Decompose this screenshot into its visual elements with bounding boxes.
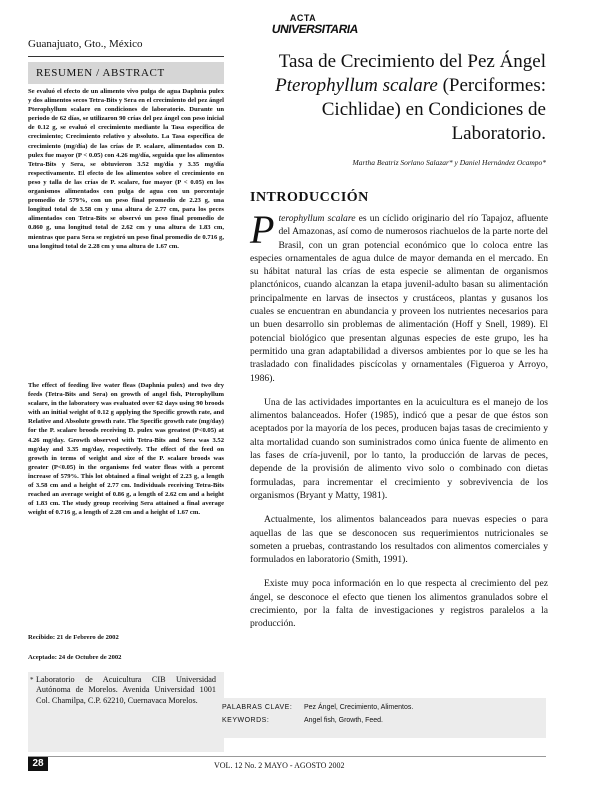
article-authors: Martha Beatriz Sorlano Salazar* y Daniel Hernández Ocampo* — [352, 158, 546, 167]
title-line-1: Tasa de Crecimiento del Pez Ángel — [278, 51, 546, 72]
keywords-es-label: PALABRAS CLAVE: — [222, 704, 293, 711]
intro-paragraph-3: Actualmente, los alimentos balanceados para nuevas especies o para aquellas de las que se desconocen sus requerimientos nutricionales se someten a pruebas, contrastando los resultados con alimentos comerciales y formulados en laboratorio (Smith, 1991). — [250, 514, 548, 566]
location-text: Guanajuato, Gto., México — [28, 38, 143, 50]
keywords-en-row — [222, 717, 538, 724]
affiliation-mark: * — [30, 676, 34, 684]
title-line-2: (Perciformes: — [437, 75, 546, 96]
keywords-es-row — [222, 704, 538, 711]
journal-logo — [270, 13, 360, 36]
section-label: RESUMEN / ABSTRACT — [28, 62, 224, 84]
keywords-es-value: Pez Ángel, Crecimiento, Alimentos. — [304, 704, 414, 711]
section-heading-introduction: INTRODUCCIÓN — [250, 190, 369, 205]
keywords-en-label: KEYWORDS: — [222, 717, 270, 724]
intro-paragraph-2: Una de las actividades importantes en la acuicultura es el manejo de los alimentos balanceados. Hofer (1985), indicó que a pesar de que éstos son aceptados por la mayoría de los peces, producen bajas tasas de crecimiento y alta mortalidad cuando son suministrados como única fuente de alimento en las fases de cría-juvenil, por lo tanto, la producción de larvas de peces, depende de la provisión de alimento vivo solo o combinado con dietas formuladas, para incrementar el crecimiento y sobrevivencia de los organismos (Bryant y Matty, 1981). — [250, 396, 548, 501]
logo-line-2: UNIVERSITARIA — [270, 22, 360, 36]
affiliation-text: Laboratorio de Acuicultura CIB Universidad Autónoma de Morelos. Avenida Universidad 1001 Col. Chamilpa, C.P. 62210, Cuernavaca Morelos. — [36, 675, 216, 705]
intro-paragraph-1-text: es un cíclido originario del río Tapajoz, afluente del Amazonas, así como de numerosos riachuelos de la parte norte del Brasil, con un gran potencial económico que lo coloca entre las especies ornamentales de agua dulce de mayor demanda en el mercado. En su hábitat natural las crías de esta especie se alimentan de organismos planctónicos, cuando alcanzan la etapa juvenil-adulto basan su alimentación principalmente en larvas de insectos y crustáceos, plantas y gusanos los cuales se encuentran en abundancia y proveen los nutrientes necesarios para un buen desarrollo sin problemas de alimentación (Hoff y Snell, 1989). El potencial biológico que presentan algunas especies de este grupo, les ha permitido una gran adaptabilidad a diversos ambientes por lo que se les ha trasladado con finalidades piscícolas y ornamentales (Figueroa y Arroyo, 1986). — [250, 213, 549, 384]
keywords-box — [214, 698, 546, 738]
introduction-body — [250, 207, 549, 642]
intro-species-name: terophyllum scalare — [278, 213, 356, 224]
intro-paragraph-1 — [250, 207, 549, 385]
header-rule — [28, 56, 224, 57]
abstract-spanish: Se evaluó el efecto de un alimento vivo pulga de agua Daphnia pulex y dos alimentos secos Tetra-Bits y Sera en el crecimiento del pez ángel Pterophyllum scalare en condiciones de laboratorio. Durante un periodo de 62 días, se utilizaron 90 crías del pez ángel con peso inicial de 0.12 g, se evaluó el crecimiento mediante la Tasa específica de crecimiento; Crecimiento relativo y absoluto. La Tasa específica de crecimiento (mg/día) de las crías de P. scalare, alimentados con D. pulex fue mayor (P < 0.05) con 4.26 mg/día, seguida que los alimentos Tetra-Bits y Sera, se obtuvieron 3.52 mg/día y 3.35 mg/día respectivamente. El efecto de los alimentos sobre el crecimiento en peso y talla de las crías de P. scalare, fue mayor (P < 0.05) en los organismos alimentados con pulga de agua con un porcentaje promedio de 579%, con un peso final promedio de 2.23 g, una longitud total de 3.58 cm y una altura de 2.77 cm, para los peces alimentados con Tetra-Bits se observó un peso final promedio de 0.860 g, una longitud total de 2.62 cm y una altura de 1.83 cm, mientras que para Sera se registró un peso final promedio de 0.716 g, una longitud total de 2.28 cm y una altura de 1.67 cm. — [28, 88, 224, 250]
article-title — [236, 50, 546, 146]
affiliation-box — [28, 672, 224, 752]
title-line-4: Laboratorio. — [451, 123, 546, 144]
title-line-3: Cichlidae) en Condiciones de — [321, 99, 546, 120]
accepted-date: Aceptado: 24 de Octubre de 2002 — [28, 654, 122, 661]
keywords-en-value: Angel fish, Growth, Feed. — [304, 717, 383, 724]
page-number: 28 — [28, 757, 48, 771]
abstract-english: The effect of feeding live water fleas (Daphnia pulex) and two dry feeds (Tetra-Bits and Sera) on growth of angel fish, Pterophyllum scalare, in the laboratory was evaluated over 62 days using 90 broods with an initial weight of 0.12 g applying the Specific growth rate, and Relative and Absolute growth rate. The Specific growth rate (mg/day) for the P. scalare broods receiving D. pulex was greatest (P<0.05) at 4.26 mg/day. Growth observed with Tetra-Bits and Sera was 3.52 mg/day and 3.35 mg/day, respectively. The effect of the feed on growth in terms of weight and size of the P. scalare broods was greater (P<0.05) in the organisms fed water fleas with a percent increase of 579%. This lot obtained a final weight of 2.23 g, a length of 3.58 cm and a height of 2.77 cm. Individuals receiving Tetra-Bits reached an average weight of 0.86 g, a length of 2.62 cm and a height of 1.83 cm. The study group receiving Sera attained a final average weight of 0.716 g, a length of 2.28 cm and a height of 1.67 cm. — [28, 382, 224, 517]
intro-paragraph-4: Existe muy poca información en lo que respecta al crecimiento del pez ángel, se desconoce el efecto que tienen los alimentos granulados sobre el crecimiento, por la falta de investigaciones y registros paralelos a la producción. — [250, 578, 548, 630]
logo-line-1: ACTA — [289, 13, 317, 23]
received-date: Recibido: 21 de Febrero de 2002 — [28, 634, 119, 641]
footer-rule — [28, 756, 546, 757]
journal-issue: VOL. 12 No. 2 MAYO - AGOSTO 2002 — [214, 761, 345, 770]
drop-cap: P — [250, 207, 275, 252]
title-species: Pterophyllum scalare — [275, 75, 438, 96]
